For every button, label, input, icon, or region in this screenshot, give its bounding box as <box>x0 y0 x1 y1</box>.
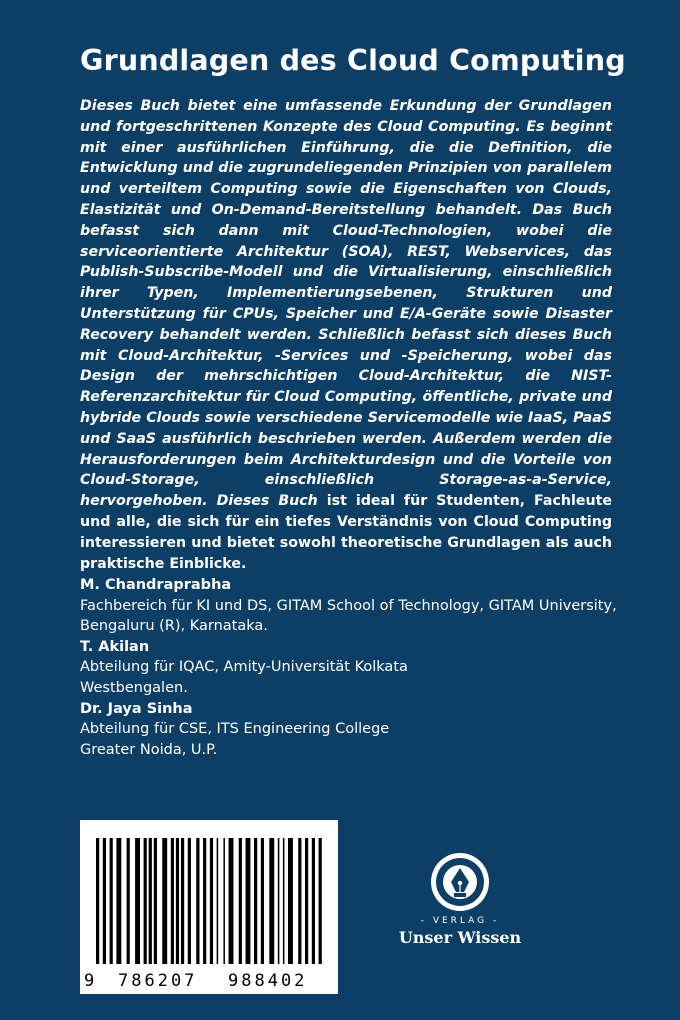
barcode-bar <box>239 838 242 964</box>
book-description <box>80 96 612 574</box>
barcode-digits-left: 786207 <box>118 971 198 991</box>
author-block <box>80 575 620 637</box>
barcode-bar <box>110 838 113 964</box>
author-affiliation: Abteilung für CSE, ITS Engineering College <box>80 721 390 738</box>
publisher-name: Unser Wissen <box>398 928 522 947</box>
barcode-bar <box>283 838 285 964</box>
barcode-bar <box>288 838 293 964</box>
barcode-bar <box>96 838 99 964</box>
author-list <box>80 575 620 760</box>
barcode-bar <box>188 838 191 964</box>
barcode-bar <box>229 838 234 964</box>
barcode-bar <box>176 838 179 964</box>
author-block <box>80 699 620 761</box>
barcode-bar <box>203 838 206 964</box>
description-normal: ist ideal für Studenten, Fachleute und alle, die sich für ein tiefes Verständnis von Cloud Computing interessieren und bietet sowohl theoretische Grundlagen als auch praktische Einblicke. <box>80 493 612 572</box>
author-name: M. Chandraprabha <box>80 577 232 593</box>
author-affiliation: Abteilung für IQAC, Amity-Universität Kolkata <box>80 659 408 676</box>
pen-nib-icon <box>380 850 540 916</box>
barcode-bar <box>319 838 322 964</box>
author-block <box>80 637 620 699</box>
barcode-graphic <box>80 820 338 994</box>
barcode-bar <box>298 838 301 964</box>
barcode-bar <box>246 838 251 964</box>
barcode-digit-lead: 9 <box>84 971 95 991</box>
barcode-bar <box>154 838 157 964</box>
barcode-bar <box>210 838 213 964</box>
barcode-bar <box>312 838 315 964</box>
barcode-bar <box>261 838 264 964</box>
description-italic: Dieses Buch bietet eine umfassende Erkundung der Grundlagen und fortgeschrittenen Konzepte des Cloud Computing. Es beginnt mit einer ausführlichen Einführung, die die Definition, die Entwicklung und die zugrundeliegenden Prinzipien von parallelem und verteiltem Computing sowie die Eigenschaften von Clouds, Elastizität und On-Demand-Bereitstellung behandelt. Das Buch befasst sich dann mit Cloud-Technologien, wobei die serviceorientierte Architektur (SOA), REST, Webservices, das Publish-Subscribe-Modell und die Virtualisierung, einschließlich ihrer Typen, Implementierungsebenen, Strukturen und Unterstützung für CPUs, Speicher und E/A-Geräte sowie Disaster Recovery behandelt werden. Schließlich befasst sich dieses Buch mit Cloud-Architektur, -Services und -Speicherung, wobei das Design der mehrschichtigen Cloud-Architektur, die NIST-Referenzarchitektur für Cloud Computing, öffentliche, private und hybride Clouds sowie verschiedene Servicemodelle wie IaaS, PaaS und SaaS ausführlich beschrieben werden. Außerdem werden die Herausforderungen beim Architekturdesign und die Vorteile von Cloud-Storage, einschließlich Storage-as-a-Service, hervorgehoben. Dieses Buch <box>80 98 612 510</box>
barcode-bar <box>269 838 274 964</box>
author-name: T. Akilan <box>80 638 150 655</box>
author-name: Dr. Jaya Sinha <box>80 700 193 717</box>
barcode-bar <box>103 838 106 964</box>
publisher-logo <box>380 850 540 960</box>
barcode-bar <box>254 838 257 964</box>
author-affiliation: Greater Noida, U.P. <box>80 741 218 758</box>
author-affiliation: Fachbereich für KI und DS, GITAM School of Technology, GITAM University, <box>80 597 617 614</box>
barcode-bar <box>144 838 147 964</box>
barcode-bar <box>162 838 167 964</box>
barcode-bar <box>181 838 184 964</box>
author-affiliation: Bengaluru (R), Karnataka. <box>80 618 268 635</box>
barcode-bar <box>278 838 280 964</box>
barcode-bar <box>116 838 121 964</box>
barcode-bar <box>196 838 199 964</box>
barcode-bar <box>149 838 152 964</box>
barcode-bars <box>96 838 322 964</box>
book-title: Grundlagen des Cloud Computing <box>80 44 626 77</box>
publisher-label: - VERLAG - <box>420 916 500 926</box>
barcode-bar <box>223 838 225 964</box>
barcode-bar <box>135 838 140 964</box>
barcode-digits-right: 988402 <box>228 971 308 991</box>
author-affiliation: Westbengalen. <box>80 679 188 696</box>
barcode-bar <box>305 838 308 964</box>
barcode-bar <box>217 838 219 964</box>
barcode-bar <box>171 838 174 964</box>
barcode-bar <box>127 838 130 964</box>
barcode <box>80 820 338 994</box>
